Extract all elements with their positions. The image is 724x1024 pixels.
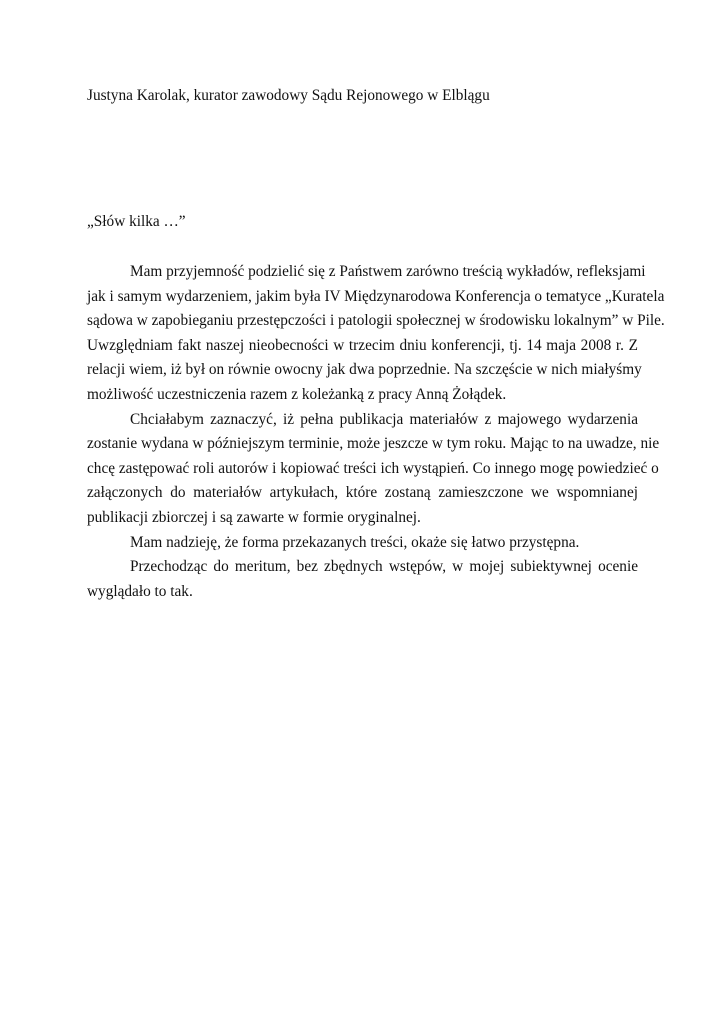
text-line: jak i samym wydarzeniem, jakim była IV Międzynarodowa Konferencja o tematyce „Kuratela <box>87 287 665 305</box>
text-line: Uwzględniam fakt naszej nieobecności w trzecim dniu konferencji, tj. 14 maja 2008 r. Z <box>87 336 638 354</box>
text-line: sądowa w zapobieganiu przestępczości i patologii społecznej w środowisku lokalnym” w Pile. <box>87 312 665 330</box>
text-line: Mam przyjemność podzielić się z Państwem zarówno treścią wykładów, refleksjami <box>130 263 646 280</box>
text-line: załączonych do materiałów artykułach, które zostaną zamieszczone we wspomnianej <box>87 484 638 502</box>
document-title: „Słów kilka …” <box>87 213 186 230</box>
text-line: Przechodząc do meritum, bez zbędnych wstępów, w mojej subiektywnej ocenie <box>130 558 638 576</box>
text-line: Mam nadzieję, że forma przekazanych treści, okaże się łatwo przystępna. <box>130 533 580 551</box>
text-line: możliwość uczestniczenia razem z koleżanką z pracy Anną Żołądek. <box>87 385 507 403</box>
text-line: Chciałabym zaznaczyć, iż pełna publikacja materiałów z majowego wydarzenia <box>130 410 638 428</box>
document-body <box>87 260 665 604</box>
text-line: publikacji zbiorczej i są zawarte w formie oryginalnej. <box>87 508 421 526</box>
text-line: wyglądało to tak. <box>87 582 193 600</box>
text-line: relacji wiem, iż był on równie owocny jak dwa poprzednie. Na szczęście w nich miałyśmy <box>87 361 642 379</box>
author-line: Justyna Karolak, kurator zawodowy Sądu Rejonowego w Elblągu <box>87 87 490 104</box>
text-line: chcę zastępować roli autorów i kopiować treści ich wystąpień. Co innego mogę powiedzieć o <box>87 459 659 477</box>
text-line: zostanie wydana w późniejszym terminie, może jeszcze w tym roku. Mając to na uwadze, nie <box>87 435 660 453</box>
